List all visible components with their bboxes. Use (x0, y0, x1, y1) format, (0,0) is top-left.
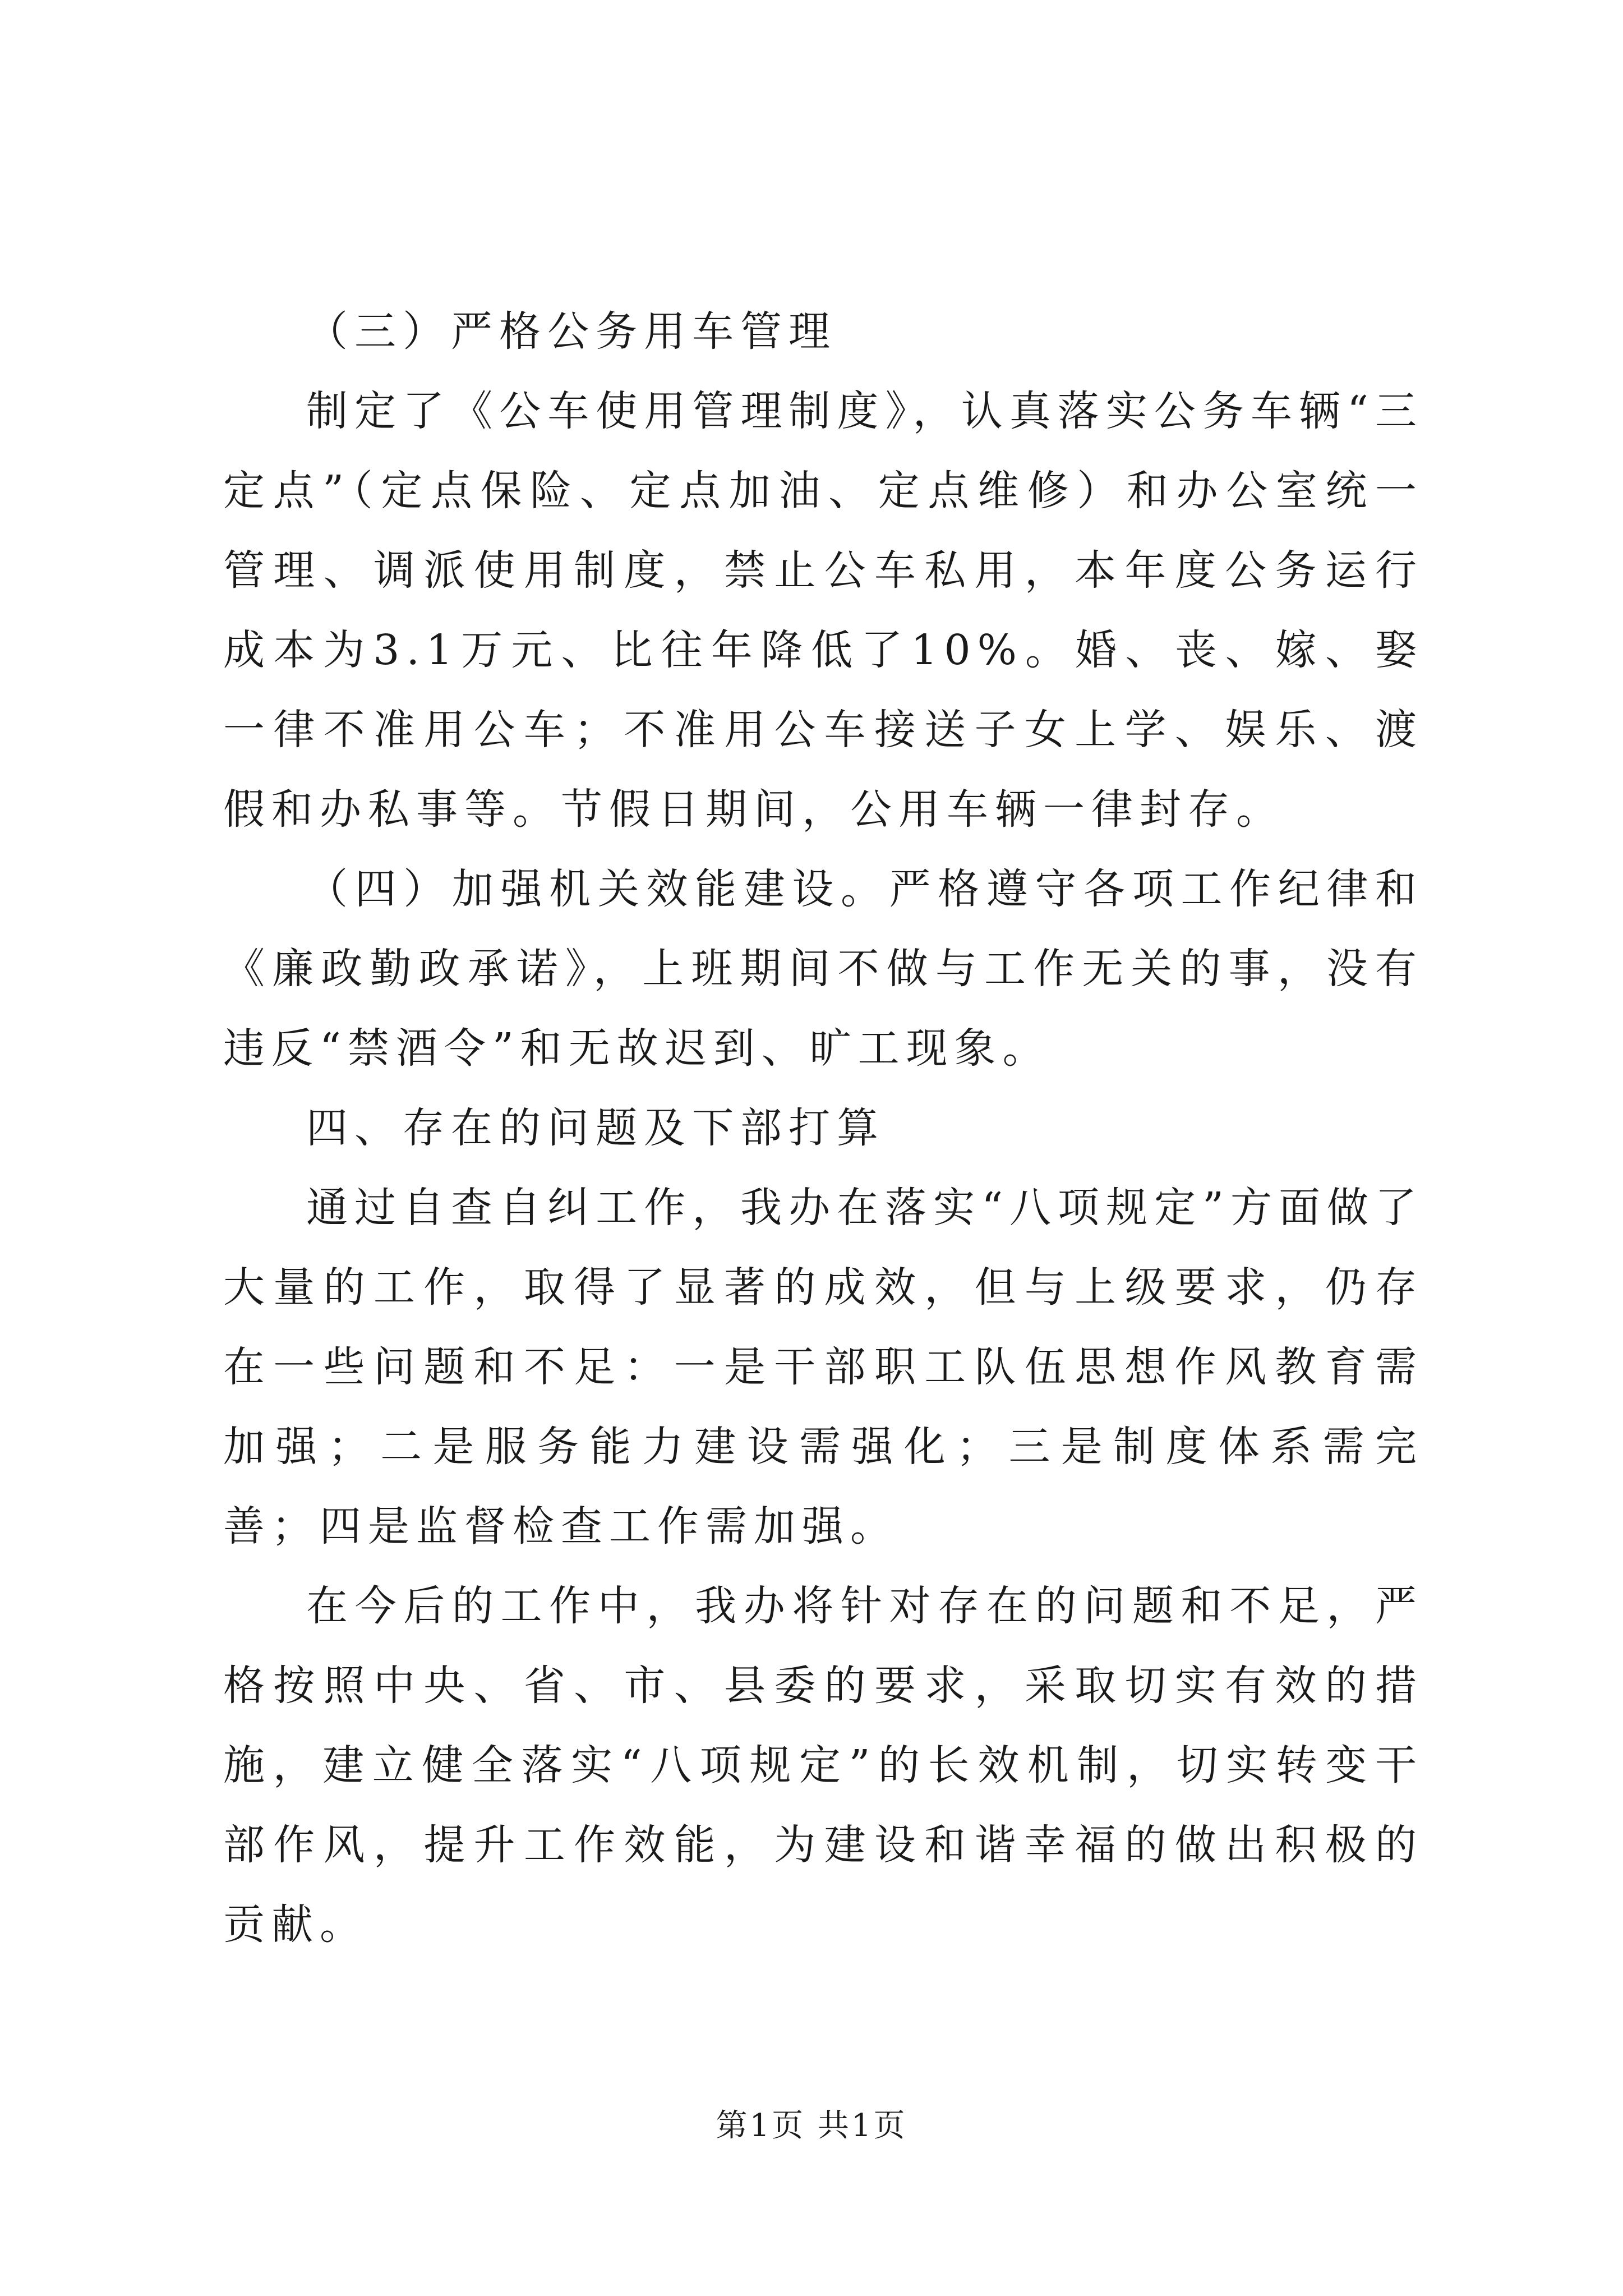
document-body (223, 292, 1423, 1964)
section-heading-vehicle-management: （三）严格公务用车管理 (306, 307, 837, 356)
paragraph-problems: 通过自查自纠工作，我办在落实“八项规定”方面做了大量的工作，取得了显著的成效，但与上级要求，仍存在一些问题和不足：一是干部职工队伍思想作风教育需加强；二是服务能力建设需强化；三是制度体系需完善；四是监督检查工作需加强。 (223, 1184, 1423, 1550)
paragraph-efficiency-building: （四）加强机关效能建设。严格遵守各项工作纪律和《廉政勤政承诺》，上班期间不做与工作无关的事，没有违反“禁酒令”和无故迟到、旷工现象。 (223, 865, 1423, 1073)
paragraph-future-work: 在今后的工作中，我办将针对存在的问题和不足，严格按照中央、省、市、县委的要求，采取切实有效的措施，建立健全落实“八项规定”的长效机制，切实转变干部作风，提升工作效能，为建设和谐幸福的做出积极的贡献。 (223, 1582, 1423, 1949)
page-number-footer: 第1页 共1页 (716, 2108, 907, 2144)
paragraph-vehicle-policy: 制定了《公车使用管理制度》，认真落实公务车辆“三定点”（定点保险、定点加油、定点维修）和办公室统一管理、调派使用制度，禁止公车私用，本年度公务运行成本为3.1万元、比往年降低了10%。婚、丧、嫁、娶一律不准用公车；不准用公车接送子女上学、娱乐、渡假和办私事等。节假日期间，公用车辆一律封存。 (223, 387, 1423, 834)
section-heading-problems-plans: 四、存在的问题及下部打算 (306, 1104, 885, 1152)
